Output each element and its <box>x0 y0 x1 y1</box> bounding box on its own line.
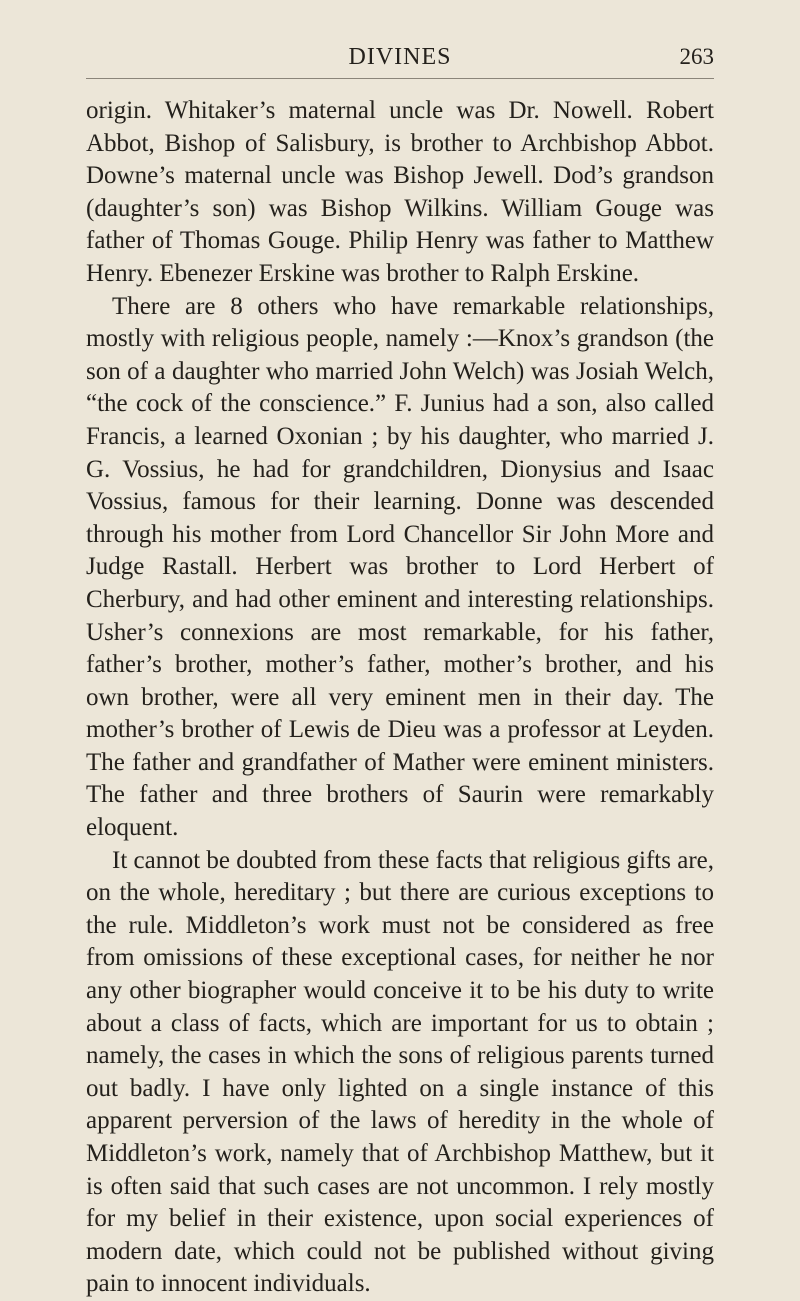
running-head-title: DIVINES <box>348 44 452 70</box>
paragraph-exceptions: It cannot be doubted from these facts that religious gifts are, on the whole, hereditary ; but there are curious exceptions to the rule. Middleton’s work must not be considered as free from omissions of these exceptional cases, for neither he nor any other biographer would conceive it to be his duty to write about a class of facts, which are important for us to obtain ; namely, the cases in which the sons of religious parents turned out badly. I have only lighted on a single instance of this apparent perversion of the laws of heredity in the whole of Middleton’s work, namely that of Archbishop Matthew, but it is often said that such cases are not uncommon. I rely mostly for my belief in their existence, upon social experiences of modern date, which could not be published without giving pain to innocent individuals. <box>86 846 714 1298</box>
page-number: 263 <box>679 44 714 69</box>
header-rule <box>86 78 714 79</box>
running-head <box>86 44 714 74</box>
paragraph-relationships: There are 8 others who have remarkable relationships, mostly with religious people, namely :—Knox’s grandson (the son of a daughter who married John Welch) was Josiah Welch, “the cock of the conscience.” F. Junius had a son, also called Francis, a learned Oxonian ; by his daughter, who married J. G. Vossius, he had for grandchildren, Dionysius and Isaac Vossius, famous for their learning. Donne was descended through his mother from Lord Chancellor Sir John More and Judge Rastall. Herbert was brother to Lord Herbert of Cherbury, and had other eminent and interesting relationships. Usher’s connexions are most remarkable, for his father, father’s brother, mother’s father, mother’s brother, and his own brother, were all very eminent men in their day. The mother’s brother of Lewis de Dieu was a professor at Leyden. The father and grandfather of Mather were eminent ministers. The father and three brothers of Saurin were remarkably eloquent. <box>86 292 714 842</box>
body-text <box>86 95 714 1301</box>
paragraph-continued: origin. Whitaker’s maternal uncle was Dr. Nowell. Robert Abbot, Bishop of Salisbury, is brother to Archbishop Abbot. Downe’s maternal uncle was Bishop Jewell. Dod’s grandson (daughter’s son) was Bishop Wilkins. William Gouge was father of Thomas Gouge. Philip Henry was father to Matthew Henry. Ebenezer Erskine was brother to Ralph Erskine. <box>86 97 714 287</box>
